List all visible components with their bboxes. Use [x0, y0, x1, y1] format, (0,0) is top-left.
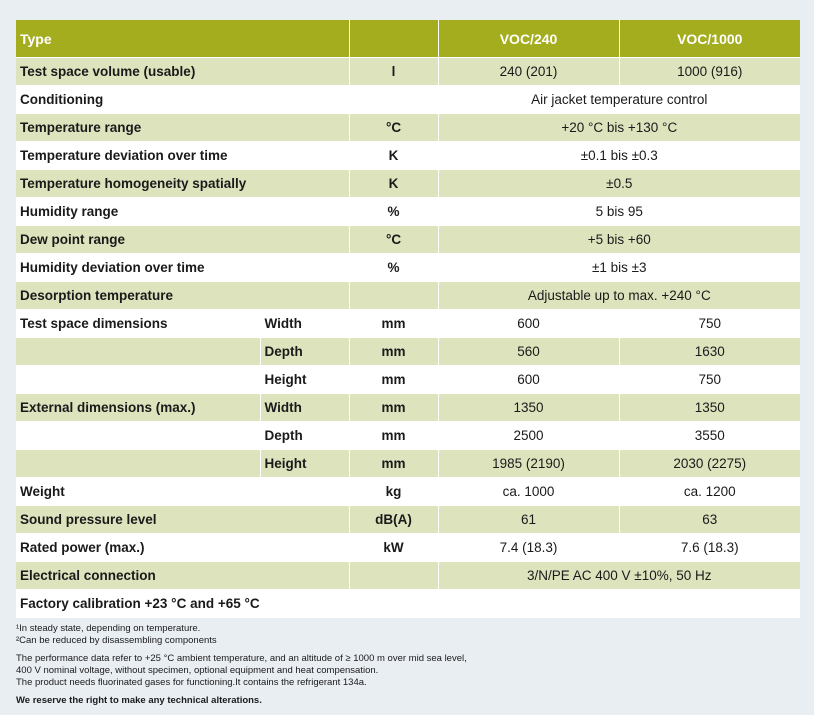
spec-table	[16, 20, 800, 618]
header-voc240: VOC/240	[438, 20, 619, 58]
table-row-weight	[16, 478, 800, 506]
row-value-voc1000: 1350	[619, 394, 800, 422]
row-value-voc240: 1350	[438, 394, 619, 422]
row-sublabel: Height	[260, 450, 349, 478]
row-value-shared: 3/N/PE AC 400 V ±10%, 50 Hz	[438, 562, 800, 590]
row-value-voc240: 61	[438, 506, 619, 534]
row-label: Humidity range	[16, 198, 349, 226]
row-value-voc240: 2500	[438, 422, 619, 450]
row-value-voc240: 600	[438, 310, 619, 338]
row-unit: %	[349, 198, 438, 226]
row-unit	[349, 282, 438, 310]
table-row-test-height	[16, 366, 800, 394]
table-row-test-width	[16, 310, 800, 338]
row-sublabel: Depth	[260, 338, 349, 366]
row-unit: °C	[349, 114, 438, 142]
row-value-voc240: 560	[438, 338, 619, 366]
row-unit: dB(A)	[349, 506, 438, 534]
row-label: Test space dimensions	[16, 310, 260, 338]
row-value-voc1000: 3550	[619, 422, 800, 450]
row-value-shared: 5 bis 95	[438, 198, 800, 226]
row-unit: mm	[349, 310, 438, 338]
row-label: Conditioning	[16, 86, 349, 114]
row-value-voc240: 7.4 (18.3)	[438, 534, 619, 562]
table-header-row	[16, 20, 800, 58]
footnote-2: ²Can be reduced by disassembling components	[16, 635, 217, 646]
row-unit: mm	[349, 394, 438, 422]
row-value-voc1000: 2030 (2275)	[619, 450, 800, 478]
row-value-voc240: 1985 (2190)	[438, 450, 619, 478]
row-value-voc1000: 7.6 (18.3)	[619, 534, 800, 562]
row-label: Weight	[16, 478, 349, 506]
row-label: Desorption temperature	[16, 282, 349, 310]
row-label: Rated power (max.)	[16, 534, 349, 562]
footnote-1: ¹In steady state, depending on temperature.	[16, 623, 201, 634]
row-value-shared: Air jacket temperature control	[438, 86, 800, 114]
row-unit: %	[349, 254, 438, 282]
row-value-voc1000: 1630	[619, 338, 800, 366]
row-sublabel: Height	[260, 366, 349, 394]
row-unit	[349, 562, 438, 590]
row-label	[16, 422, 260, 450]
row-label	[16, 366, 260, 394]
row-label: External dimensions (max.)	[16, 394, 260, 422]
table-row-temperature-homogeneity	[16, 170, 800, 198]
row-value-voc1000: 1000 (916)	[619, 58, 800, 86]
row-value-voc1000: 750	[619, 366, 800, 394]
table-row-external-depth	[16, 422, 800, 450]
row-unit: mm	[349, 422, 438, 450]
table-row-temperature-deviation	[16, 142, 800, 170]
row-value-shared: Adjustable up to max. +240 °C	[438, 282, 800, 310]
row-label: Temperature deviation over time	[16, 142, 349, 170]
row-value-shared: ±1 bis ±3	[438, 254, 800, 282]
table-row-dew-point	[16, 226, 800, 254]
row-label	[16, 338, 260, 366]
row-value-shared: +5 bis +60	[438, 226, 800, 254]
table-row-desorption	[16, 282, 800, 310]
table-row-external-width	[16, 394, 800, 422]
row-unit: mm	[349, 366, 438, 394]
row-unit: kW	[349, 534, 438, 562]
performance-note-2: 400 V nominal voltage, without specimen, optional equipment and heat compensation.	[16, 665, 379, 676]
row-unit: K	[349, 170, 438, 198]
header-unit	[349, 20, 438, 58]
table-row-calibration	[16, 590, 800, 618]
row-sublabel: Width	[260, 394, 349, 422]
table-row-humidity-range	[16, 198, 800, 226]
row-unit: mm	[349, 450, 438, 478]
row-value-voc1000: ca. 1200	[619, 478, 800, 506]
row-value-shared: ±0.1 bis ±0.3	[438, 142, 800, 170]
row-unit: kg	[349, 478, 438, 506]
row-sublabel: Width	[260, 310, 349, 338]
table-row-test-depth	[16, 338, 800, 366]
table-row-humidity-deviation	[16, 254, 800, 282]
row-value-voc240: 600	[438, 366, 619, 394]
row-label: Sound pressure level	[16, 506, 349, 534]
row-label: Test space volume (usable)	[16, 58, 349, 86]
header-type: Type	[16, 20, 349, 58]
table-row-temperature-range	[16, 114, 800, 142]
row-label: Humidity deviation over time	[16, 254, 349, 282]
row-unit: mm	[349, 338, 438, 366]
table-row-volume	[16, 58, 800, 86]
row-value-shared: ±0.5	[438, 170, 800, 198]
row-value-voc1000: 750	[619, 310, 800, 338]
reserve-notice: We reserve the right to make any technical alterations.	[16, 695, 262, 706]
row-label: Temperature range	[16, 114, 349, 142]
table-row-electrical	[16, 562, 800, 590]
row-label: Dew point range	[16, 226, 349, 254]
table-row-rated-power	[16, 534, 800, 562]
header-voc1000: VOC/1000	[619, 20, 800, 58]
row-value-voc240: 240 (201)	[438, 58, 619, 86]
row-label	[16, 450, 260, 478]
table-row-external-height	[16, 450, 800, 478]
performance-note-1: The performance data refer to +25 °C ambient temperature, and an altitude of ≥ 1000 m over mid sea level,	[16, 653, 467, 664]
row-label: Electrical connection	[16, 562, 349, 590]
table-row-sound-pressure	[16, 506, 800, 534]
row-value-voc1000: 63	[619, 506, 800, 534]
row-sublabel: Depth	[260, 422, 349, 450]
performance-note-3: The product needs fluorinated gases for functioning.It contains the refrigerant 134a.	[16, 677, 367, 688]
row-label: Temperature homogeneity spatially	[16, 170, 349, 198]
row-value-shared: +20 °C bis +130 °C	[438, 114, 800, 142]
calibration-label: Factory calibration +23 °C and +65 °C	[16, 590, 800, 618]
table-row-conditioning	[16, 86, 800, 114]
footnotes	[16, 623, 800, 707]
row-unit: K	[349, 142, 438, 170]
row-unit	[349, 86, 438, 114]
row-value-voc240: ca. 1000	[438, 478, 619, 506]
row-unit: l	[349, 58, 438, 86]
row-unit: °C	[349, 226, 438, 254]
